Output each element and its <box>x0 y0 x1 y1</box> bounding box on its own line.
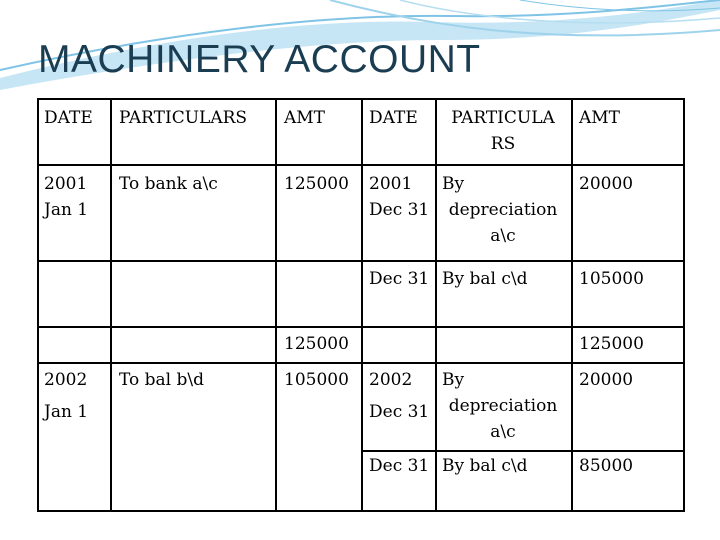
page-title: MACHINERY ACCOUNT <box>38 38 481 81</box>
header-amt-debit: AMT <box>284 108 326 128</box>
credit-row1-particulars-line2: depreciation <box>448 200 558 220</box>
debit-row2-particulars: To bal b\d <box>119 370 205 390</box>
credit-row1-particulars-line1: By <box>442 174 465 194</box>
credit-row4-amt: 85000 <box>579 456 634 476</box>
credit-row1-particulars-line3: a\c <box>490 226 516 246</box>
col-divider <box>361 100 363 510</box>
debit-row2-date <box>44 367 88 425</box>
credit-row3-particulars-line1: By <box>442 370 465 390</box>
credit-row3-day: Dec 31 <box>369 402 430 422</box>
credit-row1-particulars <box>437 171 569 249</box>
debit-total: 125000 <box>284 334 349 354</box>
header-particulars-debit: PARTICULARS <box>119 108 248 128</box>
row-divider <box>39 362 683 364</box>
row-divider <box>361 450 683 452</box>
col-divider <box>435 100 437 510</box>
debit-row2-amt: 105000 <box>284 370 349 390</box>
credit-row2-amt: 105000 <box>579 269 644 289</box>
debit-row2-day: Jan 1 <box>44 402 89 422</box>
credit-row1-year: 2001 <box>369 174 413 194</box>
debit-row1-day: Jan 1 <box>44 200 89 220</box>
credit-row3-year: 2002 <box>369 370 413 390</box>
debit-row1-date <box>44 171 88 223</box>
credit-row3-particulars-line2: depreciation <box>448 396 558 416</box>
credit-row3-amt: 20000 <box>579 370 634 390</box>
credit-row1-day: Dec 31 <box>369 200 430 220</box>
machinery-account-ledger <box>37 98 685 512</box>
credit-row3-date <box>369 367 429 425</box>
header-particulars-credit-line2: RS <box>490 134 516 154</box>
header-particulars-credit <box>437 105 569 157</box>
credit-row1-amt: 20000 <box>579 174 634 194</box>
credit-row3-particulars <box>437 367 569 445</box>
credit-row2-date: Dec 31 <box>369 269 430 289</box>
header-amt-credit: AMT <box>579 108 621 128</box>
debit-row2-year: 2002 <box>44 370 88 390</box>
row-divider <box>39 260 683 262</box>
row-divider <box>39 164 683 166</box>
debit-row1-year: 2001 <box>44 174 88 194</box>
debit-row1-particulars: To bank a\c <box>119 174 218 194</box>
col-divider <box>275 100 277 510</box>
header-date-debit: DATE <box>44 108 93 128</box>
col-divider <box>571 100 573 510</box>
credit-row4-date: Dec 31 <box>369 456 430 476</box>
col-divider <box>110 100 112 510</box>
credit-total: 125000 <box>579 334 644 354</box>
header-particulars-credit-line1: PARTICULA <box>451 108 555 128</box>
credit-row4-particulars: By bal c\d <box>442 456 528 476</box>
credit-row3-particulars-line3: a\c <box>490 422 516 442</box>
header-date-credit: DATE <box>369 108 418 128</box>
credit-row2-particulars: By bal c\d <box>442 269 528 289</box>
debit-row1-amt: 125000 <box>284 174 349 194</box>
credit-row1-date <box>369 171 429 223</box>
row-divider <box>39 326 683 328</box>
